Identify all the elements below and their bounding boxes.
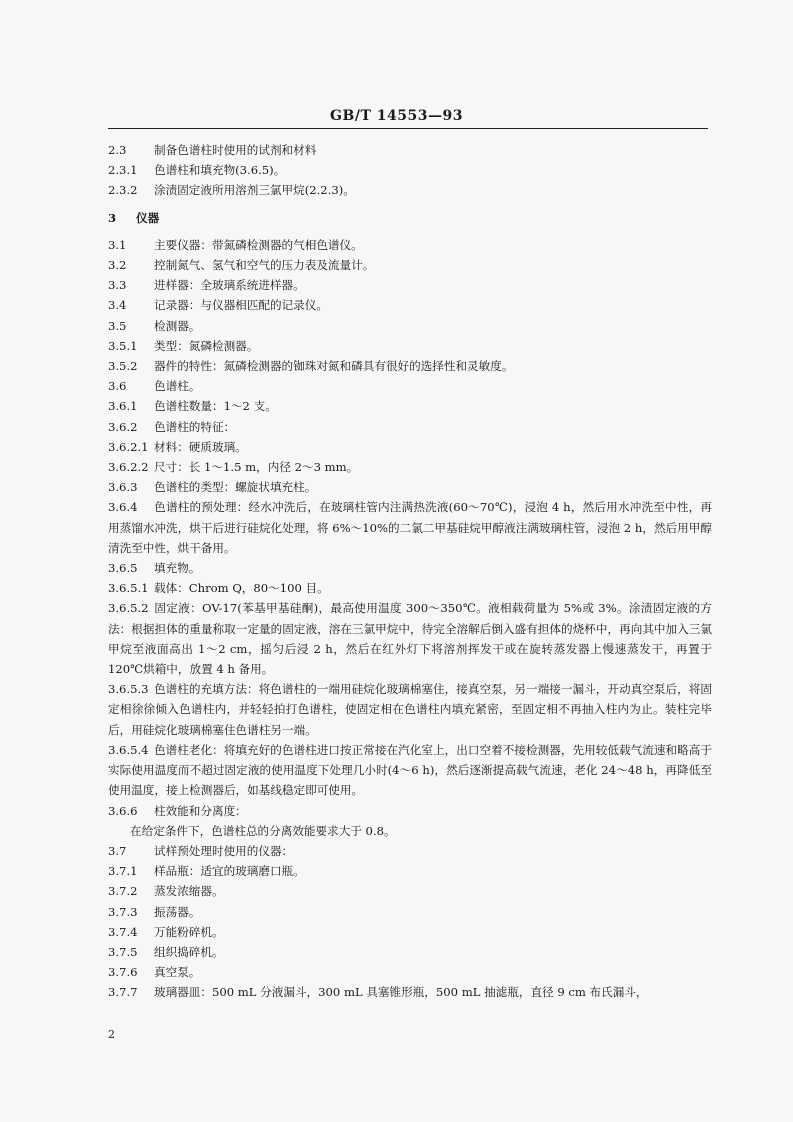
clause-text: 固定液：OV-17(苯基甲基硅酮)，最高使用温度 300～350℃。液相载荷量为 5%或 3%。涂渍固定液的方法：根据担体的重量称取一定量的固定液，溶在三氯甲烷中，待完全溶解后倒入盛有担体的烧杯中，再向其中加入三氯甲烷至液面高出 1～2 cm，摇匀后浸 2 h，然后在红外灯下将溶剂挥发干或在旋转蒸发器上慢速蒸发干，再置于 120℃烘箱中，放置 4 h 备用。 [108,601,712,677]
clause-text: 尺寸：长 1～1.5 m，内径 2～3 mm。 [154,460,359,475]
clause-text: 色谱柱的预处理：经水冲洗后，在玻璃柱管内注满热洗液(60～70℃)，浸泡 4 h，然后用水冲洗至中性，再用蒸馏水冲洗，烘干后进行硅烷化处理，将 6%～10%的二氯二甲基硅烷甲醇液注满玻璃柱管，浸泡 2 h，然后用甲醇清洗至中性，烘干备用。 [108,500,712,555]
clause-line [108,679,712,740]
clause-text: 色谱柱数量：1～2 支。 [154,399,277,414]
clause-line [108,841,712,861]
clause-number: 3.6.5.1 [108,581,149,596]
clause-line [108,881,712,901]
header-rule [108,128,708,129]
clause-line [108,801,712,821]
clause-text: 仪器 [136,210,160,225]
section-heading [108,208,712,228]
clause-number: 3.7.5 [108,944,138,959]
clause-line [108,821,712,841]
clause-line [108,578,712,598]
clause-line [108,942,712,962]
clause-text: 色谱柱老化：将填充好的色谱柱进口按正常接在汽化室上，出口空着不接检测器，先用较低载气流速和略高于实际使用温度而不超过固定液的使用温度下处理几小时(4～6 h)，然后逐渐提高载气流速，老化 24～48 h，再降低至使用温度，接上检测器后，如基线稳定即可使用。 [108,742,712,798]
clause-number: 3.7.7 [108,985,138,1000]
clause-text: 色谱柱和填充物(3.6.5)。 [154,163,286,178]
standard-code-header: GB/T 14553—93 [330,108,463,124]
document-body [108,140,712,1003]
clause-number: 3.5.2 [108,359,138,374]
clause-text: 进样器：全玻璃系统进样器。 [154,278,305,293]
clause-text: 类型：氮磷检测器。 [154,338,259,353]
clause-line [108,255,712,275]
clause-line [108,235,712,255]
clause-line [108,861,712,881]
clause-text: 材料：硬质玻璃。 [154,439,247,454]
clause-text: 在给定条件下，色谱柱总的分离效能要求大于 0.8。 [130,823,396,838]
clause-number: 3.6.1 [108,399,138,414]
clause-line [108,962,712,982]
clause-line [108,180,712,200]
clause-number: 3.1 [108,237,127,252]
clause-number: 3.4 [108,298,127,313]
clause-text: 控制氮气、氢气和空气的压力表及流量计。 [154,258,375,273]
clause-number: 3.6 [108,379,127,394]
clause-number: 3.7.4 [108,924,138,939]
clause-number: 2.3 [108,143,127,157]
clause-text: 检测器。 [154,318,201,333]
clause-line [108,316,712,336]
clause-text: 振荡器。 [154,904,201,919]
clause-text: 蒸发浓缩器。 [154,884,224,899]
clause-number: 2.3.1 [108,163,138,178]
clause-line [108,740,712,801]
clause-text: 真空泵。 [154,965,201,980]
clause-text: 记录器：与仪器相匹配的记录仪。 [154,298,328,313]
clause-line [108,275,712,295]
clause-number: 3.7.1 [108,864,138,879]
clause-number: 3.5.1 [108,338,138,353]
clause-line [108,336,712,356]
clause-number: 3.6.5.4 [108,742,149,757]
clause-line [108,922,712,942]
clause-number: 3.6.4 [108,500,138,515]
clause-line [108,160,712,180]
clause-line [108,140,712,160]
clause-number: 3.6.5.2 [108,601,149,616]
clause-number: 3 [108,210,117,225]
clause-line [108,437,712,457]
clause-text: 制备色谱柱时使用的试剂和材料 [154,143,317,157]
clause-line [108,598,712,679]
clause-number: 3.5 [108,318,127,333]
clause-number: 3.7.2 [108,884,138,899]
clause-number: 3.2 [108,258,127,273]
clause-number: 3.6.2 [108,419,138,434]
clause-number: 3.6.6 [108,803,138,818]
clause-number: 3.6.5 [108,561,138,576]
clause-text: 万能粉碎机。 [154,924,224,939]
clause-text: 样品瓶：适宜的玻璃磨口瓶。 [154,864,305,879]
clause-number: 3.6.2.1 [108,439,149,454]
clause-line [108,982,712,1002]
clause-text: 色谱柱的类型：螺旋状填充柱。 [154,480,317,495]
clause-line [108,417,712,437]
clause-line [108,295,712,315]
clause-text: 载体：Chrom Q，80～100 目。 [154,581,329,596]
clause-text: 色谱柱。 [154,379,201,394]
clause-text: 色谱柱的充填方法：将色谱柱的一端用硅烷化玻璃棉塞住，接真空泵，另一端接一漏斗，开动真空泵后，将固定相徐徐倾入色谱柱内，并轻轻拍打色谱柱，使固定相在色谱柱内填充紧密，至固定相不再抽入柱内为止。装柱完毕后，用硅烷化玻璃棉塞住色谱柱另一端。 [108,682,712,737]
clause-number: 3.7.3 [108,904,138,919]
clause-line [108,396,712,416]
clause-number: 3.6.2.2 [108,460,149,475]
clause-line [108,457,712,477]
clause-number: 3.3 [108,278,127,293]
clause-line [108,497,712,558]
clause-number: 3.6.5.3 [108,682,149,697]
clause-number: 3.6.3 [108,480,138,495]
clause-text: 玻璃器皿：500 mL 分液漏斗，300 mL 具塞锥形瓶，500 mL 抽滤瓶，直径 9 cm 布氏漏斗， [154,985,648,1000]
clause-text: 组织捣碎机。 [154,944,224,959]
clause-text: 柱效能和分离度： [154,803,247,818]
clause-line [108,558,712,578]
page-number: 2 [108,1028,115,1041]
clause-line [108,376,712,396]
clause-line [108,477,712,497]
clause-line [108,902,712,922]
clause-number: 3.7.6 [108,965,138,980]
clause-text: 试样预处理时使用的仪器： [154,843,294,858]
clause-text: 器件的特性：氮磷检测器的铷珠对氮和磷具有很好的选择性和灵敏度。 [154,359,514,374]
clause-number: 3.7 [108,843,127,858]
clause-text: 填充物。 [154,561,201,576]
clause-text: 涂渍固定液所用溶剂三氯甲烷(2.2.3)。 [154,183,355,198]
clause-number: 2.3.2 [108,183,138,198]
clause-text: 主要仪器：带氮磷检测器的气相色谱仪。 [154,237,363,252]
clause-text: 色谱柱的特征： [154,419,236,434]
clause-line [108,356,712,376]
